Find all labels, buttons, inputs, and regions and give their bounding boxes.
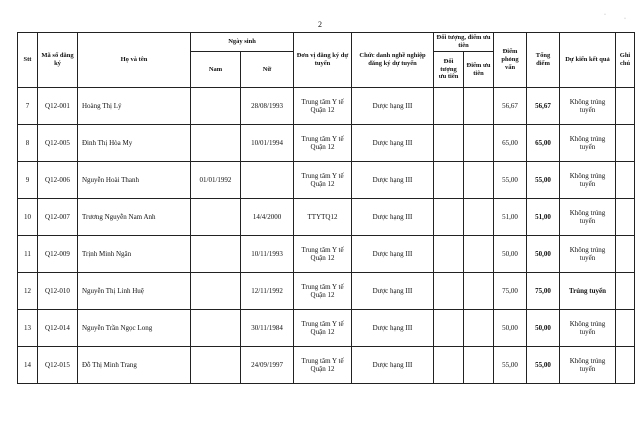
table-row (18, 125, 635, 162)
header-du-kien: Dự kiến kết quả (560, 33, 616, 88)
header-diem-phong-van: Điểm phỏng vấn (494, 33, 527, 88)
cell-phong-van: 55,00 (494, 162, 527, 199)
cell-ghi-chu (616, 273, 635, 310)
table-row (18, 236, 635, 273)
cell-ghi-chu (616, 125, 635, 162)
cell-chuc-danh: Dược hạng III (352, 125, 434, 162)
cell-ket-qua: Không trúng tuyển (560, 88, 616, 125)
cell-nam (191, 310, 241, 347)
cell-nu: 14/4/2000 (241, 199, 294, 236)
cell-ket-qua: Không trúng tuyển (560, 125, 616, 162)
header-doi-tuong: Đối tượng ưu tiên (434, 52, 464, 88)
cell-nam (191, 88, 241, 125)
header-diem-uu-tien: Điểm ưu tiên (464, 52, 494, 88)
cell-chuc-danh: Dược hạng III (352, 236, 434, 273)
cell-tong-diem: 55,00 (527, 347, 560, 384)
cell-ma-so: Q12-007 (38, 199, 78, 236)
cell-stt: 9 (18, 162, 38, 199)
cell-chuc-danh: Dược hạng III (352, 88, 434, 125)
cell-stt: 13 (18, 310, 38, 347)
cell-ghi-chu (616, 199, 635, 236)
cell-doi-tuong (434, 199, 464, 236)
cell-chuc-danh: Dược hạng III (352, 273, 434, 310)
cell-ket-qua: Không trúng tuyển (560, 162, 616, 199)
cell-ho-ten: Trương Nguyễn Nam Anh (78, 199, 191, 236)
cell-nu (241, 162, 294, 199)
cell-phong-van: 75,00 (494, 273, 527, 310)
header-chuc-danh: Chức danh nghề nghiệp đăng ký dự tuyển (352, 33, 434, 88)
cell-don-vi: Trung tâm Y tế Quận 12 (294, 125, 352, 162)
cell-tong-diem: 55,00 (527, 162, 560, 199)
header-ghi-chu: Ghi chú (616, 33, 635, 88)
cell-nu: 10/01/1994 (241, 125, 294, 162)
cell-ho-ten: Trịnh Minh Ngân (78, 236, 191, 273)
cell-don-vi: Trung tâm Y tế Quận 12 (294, 236, 352, 273)
cell-don-vi: Trung tâm Y tế Quận 12 (294, 162, 352, 199)
cell-ket-qua: Không trúng tuyển (560, 236, 616, 273)
cell-nam: 01/01/1992 (191, 162, 241, 199)
cell-ma-so: Q12-015 (38, 347, 78, 384)
scan-speck: · (624, 16, 626, 22)
page-number: 2 (318, 20, 322, 29)
cell-diem-uu-tien (464, 88, 494, 125)
cell-chuc-danh: Dược hạng III (352, 162, 434, 199)
results-table (17, 32, 635, 384)
cell-stt: 7 (18, 88, 38, 125)
header-ma-so: Mã số đăng ký (38, 33, 78, 88)
cell-doi-tuong (434, 236, 464, 273)
cell-nu: 30/11/1984 (241, 310, 294, 347)
cell-don-vi: Trung tâm Y tế Quận 12 (294, 347, 352, 384)
cell-ho-ten: Nguyễn Hoài Thanh (78, 162, 191, 199)
cell-ghi-chu (616, 310, 635, 347)
cell-doi-tuong (434, 273, 464, 310)
cell-stt: 12 (18, 273, 38, 310)
cell-ho-ten: Đinh Thị Hòa My (78, 125, 191, 162)
header-doi-tuong-uu-tien: Đối tượng, điểm ưu tiên (434, 33, 494, 52)
cell-doi-tuong (434, 88, 464, 125)
cell-diem-uu-tien (464, 125, 494, 162)
cell-phong-van: 65,00 (494, 125, 527, 162)
header-tong-diem: Tổng điểm (527, 33, 560, 88)
header-don-vi: Đơn vị đăng ký dự tuyển (294, 33, 352, 88)
cell-phong-van: 50,00 (494, 310, 527, 347)
table-row (18, 273, 635, 310)
cell-doi-tuong (434, 162, 464, 199)
cell-ma-so: Q12-005 (38, 125, 78, 162)
cell-don-vi: Trung tâm Y tế Quận 12 (294, 310, 352, 347)
cell-ghi-chu (616, 236, 635, 273)
cell-phong-van: 51,00 (494, 199, 527, 236)
cell-ket-qua: Không trúng tuyển (560, 347, 616, 384)
cell-nu: 10/11/1993 (241, 236, 294, 273)
cell-ma-so: Q12-006 (38, 162, 78, 199)
results-table-container (17, 32, 634, 384)
cell-tong-diem: 75,00 (527, 273, 560, 310)
cell-tong-diem: 65,00 (527, 125, 560, 162)
table-row (18, 88, 635, 125)
cell-nam (191, 199, 241, 236)
cell-nam (191, 273, 241, 310)
cell-ho-ten: Hoàng Thị Lý (78, 88, 191, 125)
cell-ghi-chu (616, 88, 635, 125)
cell-nu: 12/11/1992 (241, 273, 294, 310)
cell-doi-tuong (434, 347, 464, 384)
cell-ho-ten: Đỗ Thị Minh Trang (78, 347, 191, 384)
table-row (18, 347, 635, 384)
cell-nam (191, 236, 241, 273)
cell-chuc-danh: Dược hạng III (352, 347, 434, 384)
header-nu: Nữ (241, 52, 294, 88)
header-ho-ten: Họ và tên (78, 33, 191, 88)
cell-phong-van: 50,00 (494, 236, 527, 273)
cell-tong-diem: 50,00 (527, 236, 560, 273)
cell-nu: 28/08/1993 (241, 88, 294, 125)
cell-ket-qua: Không trúng tuyển (560, 199, 616, 236)
cell-ma-so: Q12-010 (38, 273, 78, 310)
cell-stt: 11 (18, 236, 38, 273)
table-row (18, 199, 635, 236)
cell-chuc-danh: Dược hạng III (352, 310, 434, 347)
table-row (18, 162, 635, 199)
cell-tong-diem: 56,67 (527, 88, 560, 125)
cell-stt: 8 (18, 125, 38, 162)
cell-tong-diem: 51,00 (527, 199, 560, 236)
cell-ghi-chu (616, 162, 635, 199)
cell-ho-ten: Nguyễn Trần Ngọc Long (78, 310, 191, 347)
cell-ket-qua: Trúng tuyển (560, 273, 616, 310)
cell-nam (191, 347, 241, 384)
cell-don-vi: TTYTQ12 (294, 199, 352, 236)
cell-diem-uu-tien (464, 310, 494, 347)
header-stt: Stt (18, 33, 38, 88)
cell-stt: 10 (18, 199, 38, 236)
cell-ghi-chu (616, 347, 635, 384)
cell-phong-van: 55,00 (494, 347, 527, 384)
cell-diem-uu-tien (464, 273, 494, 310)
cell-ma-so: Q12-014 (38, 310, 78, 347)
header-ngay-sinh: Ngày sinh (191, 33, 294, 52)
scan-speck: · (604, 12, 606, 18)
cell-doi-tuong (434, 125, 464, 162)
cell-phong-van: 56,67 (494, 88, 527, 125)
cell-stt: 14 (18, 347, 38, 384)
table-row (18, 310, 635, 347)
cell-ket-qua: Không trúng tuyển (560, 310, 616, 347)
header-nam: Nam (191, 52, 241, 88)
cell-diem-uu-tien (464, 162, 494, 199)
cell-doi-tuong (434, 310, 464, 347)
cell-ho-ten: Nguyễn Thị Linh Huệ (78, 273, 191, 310)
cell-nam (191, 125, 241, 162)
cell-ma-so: Q12-009 (38, 236, 78, 273)
cell-tong-diem: 50,00 (527, 310, 560, 347)
cell-chuc-danh: Dược hạng III (352, 199, 434, 236)
cell-diem-uu-tien (464, 347, 494, 384)
cell-don-vi: Trung tâm Y tế Quận 12 (294, 88, 352, 125)
cell-diem-uu-tien (464, 199, 494, 236)
cell-ma-so: Q12-001 (38, 88, 78, 125)
cell-nu: 24/09/1997 (241, 347, 294, 384)
cell-don-vi: Trung tâm Y tế Quận 12 (294, 273, 352, 310)
cell-diem-uu-tien (464, 236, 494, 273)
